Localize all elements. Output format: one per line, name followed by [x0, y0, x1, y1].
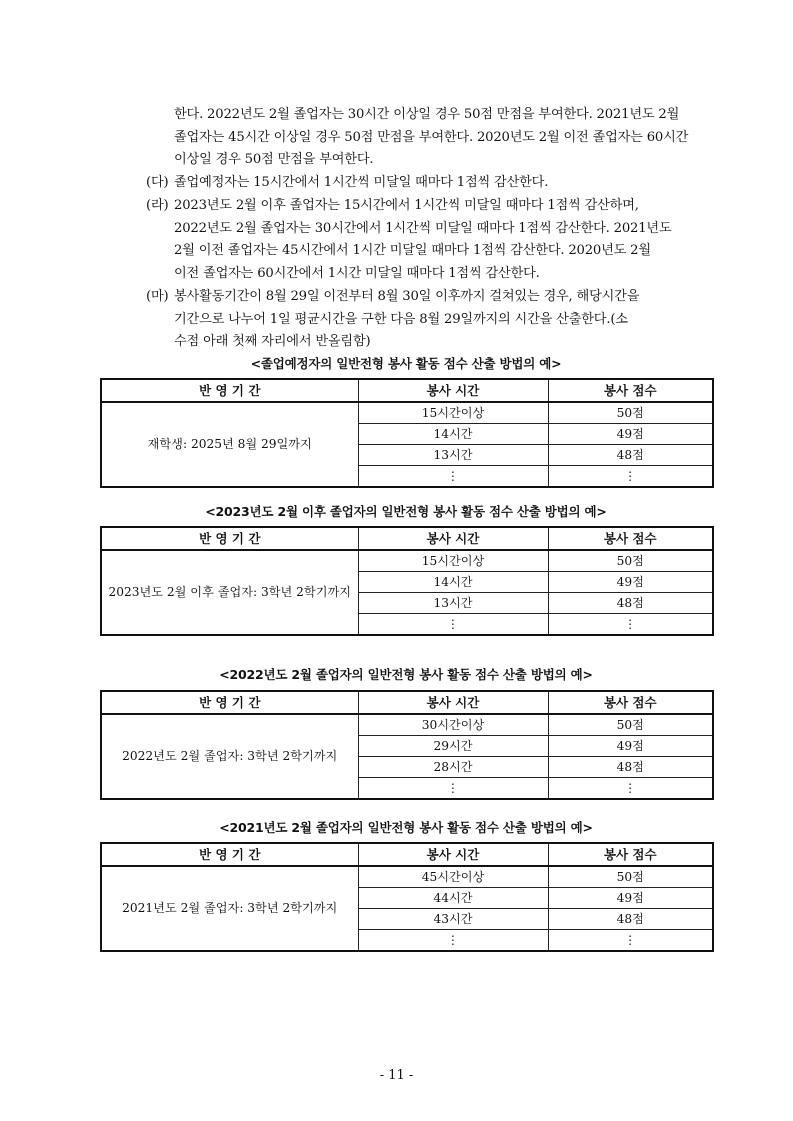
- table-caption: <2023년도 2월 이후 졸업자의 일반전형 봉사 활동 점수 산출 방법의 예>: [205, 504, 607, 519]
- score-table-2021-graduates: [100, 842, 714, 952]
- item-line: 이전 졸업자는 60시간에서 1시간 미달일 때마다 1점씩 감산한다.: [174, 265, 540, 281]
- score-cell: ⋮: [548, 930, 713, 952]
- period-cell: 2022년도 2월 졸업자: 3학년 2학기까지: [101, 714, 358, 799]
- hours-cell: ⋮: [358, 614, 548, 636]
- hours-cell: 13시간: [358, 593, 548, 614]
- hours-cell: ⋮: [358, 778, 548, 800]
- score-cell: 48점: [548, 909, 713, 930]
- table-caption: <2021년도 2월 졸업자의 일반전형 봉사 활동 점수 산출 방법의 예>: [219, 820, 593, 835]
- header-score: 봉사 점수: [548, 527, 713, 550]
- intro-line: 이상일 경우 50점 만점을 부여한다.: [174, 152, 374, 168]
- hours-cell: 14시간: [358, 572, 548, 593]
- item-line: 수점 아래 첫째 자리에서 반올림함): [174, 334, 371, 350]
- item-marker: (마): [146, 289, 169, 304]
- score-cell: 50점: [548, 550, 713, 572]
- header-score: 봉사 점수: [548, 379, 713, 402]
- score-cell: 50점: [548, 714, 713, 736]
- intro-paragraph: [174, 104, 688, 172]
- item-line: 2022년도 2월 졸업자는 30시간에서 1시간씩 미달일 때마다 1점씩 감산한다. 2021년도: [174, 220, 672, 236]
- item-line: 2월 이전 졸업자는 45시간에서 1시간 미달일 때마다 1점씩 감산한다. 2020년도 2월: [174, 243, 651, 259]
- hours-cell: 43시간: [358, 909, 548, 930]
- table-row: [101, 402, 713, 424]
- item-line: 졸업예정자는 15시간에서 1시간씩 미달일 때마다 1점씩 감산한다.: [174, 175, 549, 190]
- header-period: 반 영 기 간: [101, 527, 358, 550]
- item-line: 봉사활동기간이 8월 29일 이전부터 8월 30일 이후까지 걸쳐있는 경우, 해당시간을: [174, 289, 640, 304]
- score-cell: ⋮: [548, 466, 713, 488]
- intro-line: 한다. 2022년도 2월 졸업자는 30시간 이상일 경우 50점 만점을 부여한다. 2021년도 2월: [174, 107, 680, 122]
- hours-cell: 13시간: [358, 445, 548, 466]
- item-line: 기간으로 나누어 1일 평균시간을 구한 다음 8월 29일까지의 시간을 산출한다.(소: [174, 311, 628, 327]
- period-cell: 2021년도 2월 졸업자: 3학년 2학기까지: [101, 866, 358, 951]
- table-row: [101, 550, 713, 572]
- table-row: [101, 866, 713, 888]
- score-cell: 50점: [548, 866, 713, 888]
- score-cell: ⋮: [548, 778, 713, 800]
- score-table-current-students: [100, 378, 714, 488]
- score-cell: 48점: [548, 593, 713, 614]
- intro-line: 졸업자는 45시간 이상일 경우 50점 만점을 부여한다. 2020년도 2월 이전 졸업자는 60시간: [174, 129, 689, 145]
- score-cell: 49점: [548, 736, 713, 757]
- item-line: 2023년도 2월 이후 졸업자는 15시간에서 1시간씩 미달일 때마다 1점씩 감산하며,: [174, 198, 639, 213]
- period-cell: 2023년도 2월 이후 졸업자: 3학년 2학기까지: [101, 550, 358, 635]
- hours-cell: 44시간: [358, 888, 548, 909]
- hours-cell: 14시간: [358, 424, 548, 445]
- hours-cell: 30시간이상: [358, 714, 548, 736]
- score-cell: 49점: [548, 572, 713, 593]
- score-cell: 48점: [548, 445, 713, 466]
- header-hours: 봉사 시간: [358, 691, 548, 714]
- hours-cell: 29시간: [358, 736, 548, 757]
- header-hours: 봉사 시간: [358, 843, 548, 866]
- score-cell: 49점: [548, 888, 713, 909]
- item-marker: (다): [146, 175, 169, 190]
- header-hours: 봉사 시간: [358, 527, 548, 550]
- score-cell: ⋮: [548, 614, 713, 636]
- hours-cell: 45시간이상: [358, 866, 548, 888]
- score-table-2022-graduates: [100, 690, 714, 800]
- header-period: 반 영 기 간: [101, 843, 358, 866]
- header-score: 봉사 점수: [548, 691, 713, 714]
- period-cell: 재학생: 2025년 8월 29일까지: [101, 402, 358, 487]
- hours-cell: ⋮: [358, 930, 548, 952]
- header-period: 반 영 기 간: [101, 379, 358, 402]
- hours-cell: ⋮: [358, 466, 548, 488]
- hours-cell: 15시간이상: [358, 402, 548, 424]
- table-caption: <2022년도 2월 졸업자의 일반전형 봉사 활동 점수 산출 방법의 예>: [219, 667, 593, 682]
- header-hours: 봉사 시간: [358, 379, 548, 402]
- header-score: 봉사 점수: [548, 843, 713, 866]
- header-period: 반 영 기 간: [101, 691, 358, 714]
- table-row: [101, 714, 713, 736]
- page-number: - 11 -: [379, 1068, 414, 1083]
- table-caption: <졸업예정자의 일반전형 봉사 활동 점수 산출 방법의 예>: [250, 356, 562, 371]
- hours-cell: 28시간: [358, 757, 548, 778]
- score-table-2023-graduates: [100, 526, 714, 636]
- score-cell: 49점: [548, 424, 713, 445]
- score-cell: 48점: [548, 757, 713, 778]
- hours-cell: 15시간이상: [358, 550, 548, 572]
- item-marker: (라): [146, 198, 169, 213]
- score-cell: 50점: [548, 402, 713, 424]
